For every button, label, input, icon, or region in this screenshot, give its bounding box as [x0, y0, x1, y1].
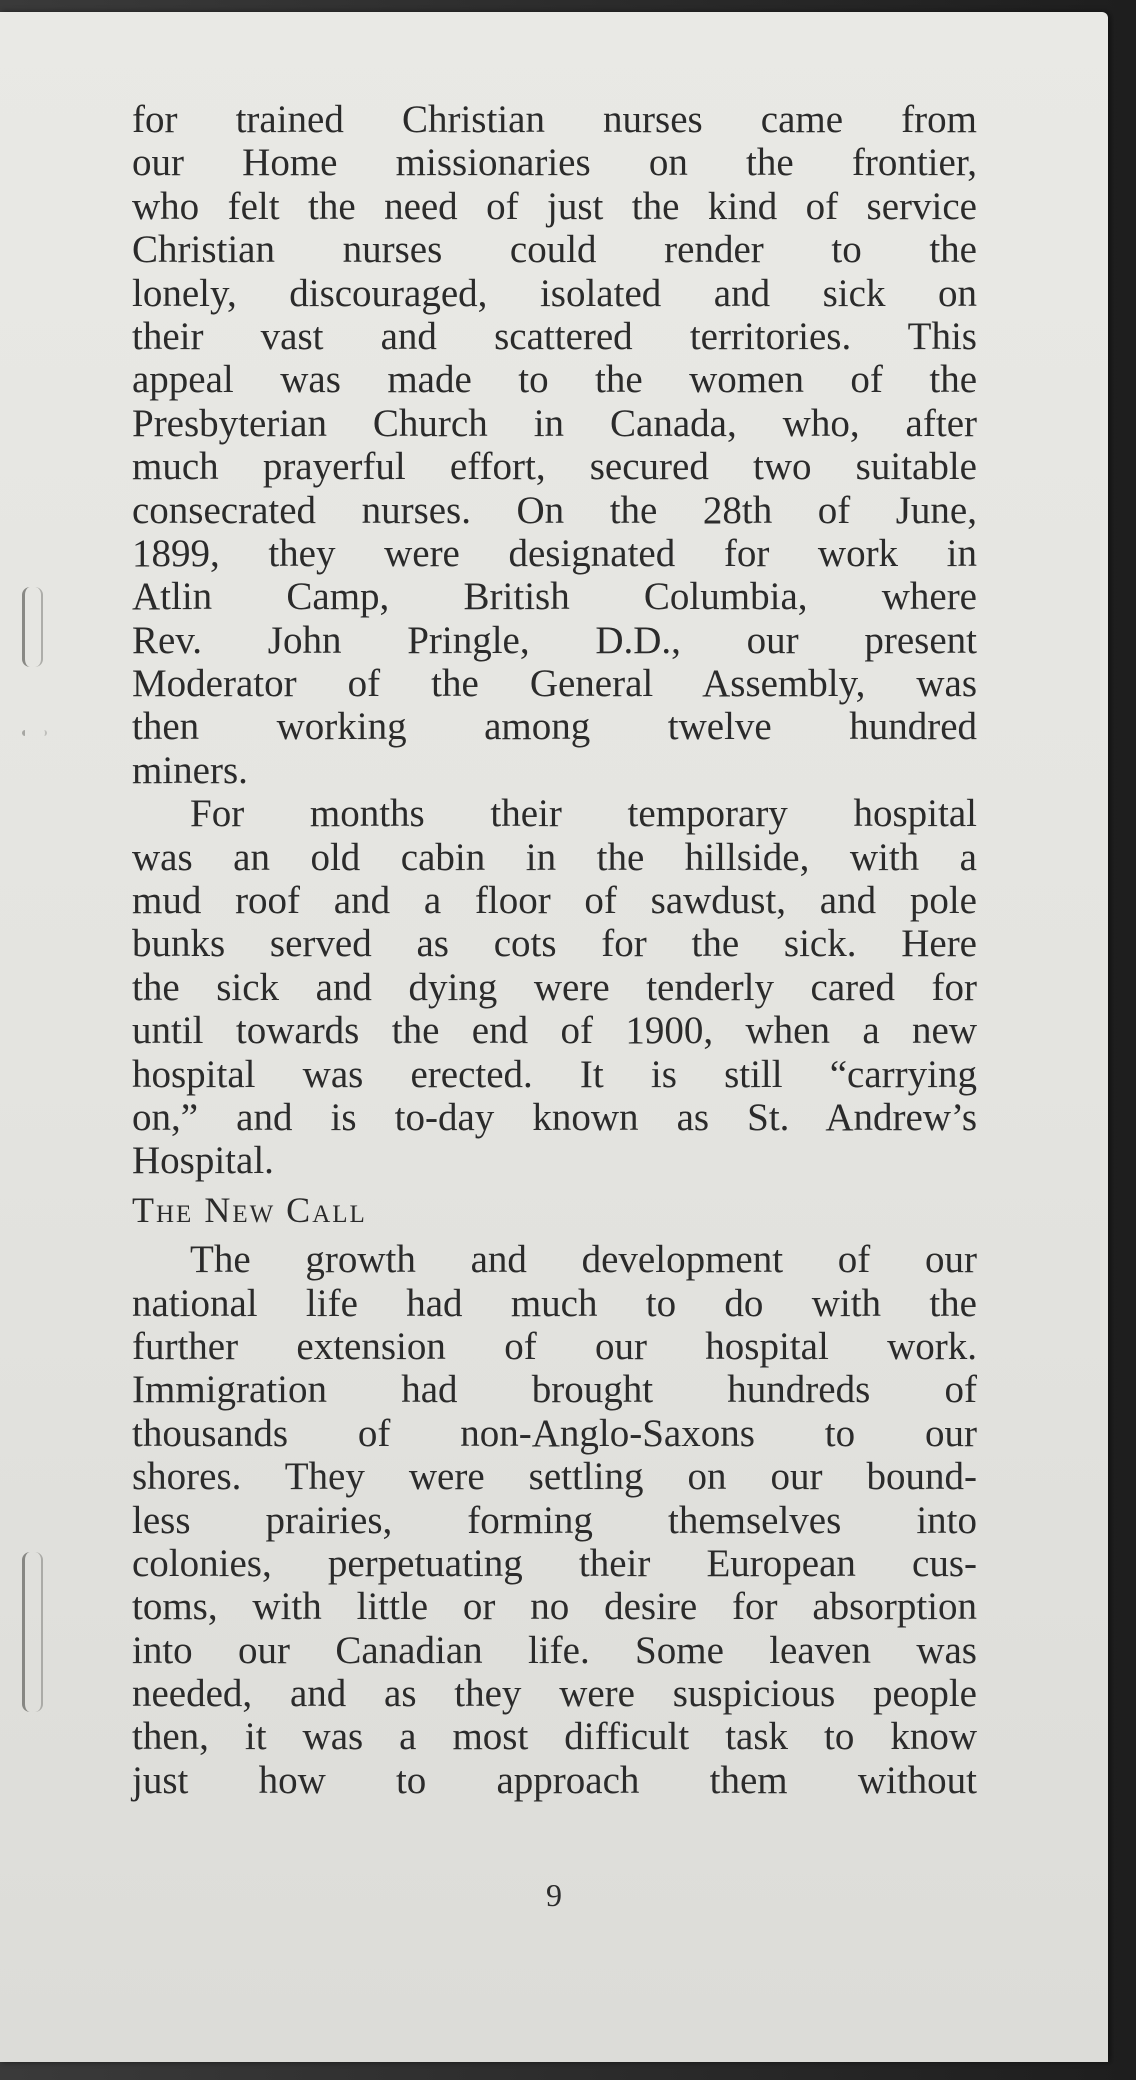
text-line: then, it was a most difficult task to know — [132, 1715, 977, 1759]
text-line: further extension of our hospital work. — [132, 1324, 977, 1368]
page-number: 9 — [546, 1877, 562, 1913]
text-line: For months their temporary hospital — [190, 792, 977, 836]
text-line: until towards the end of 1900, when a new — [132, 1009, 977, 1053]
text-line: just how to approach them without — [132, 1758, 977, 1802]
text-line: Atlin Camp, British Columbia, where — [132, 575, 977, 619]
binding-mark — [22, 730, 47, 736]
text-line: miners. — [132, 748, 248, 792]
section-heading: The New Call — [132, 1189, 367, 1230]
text-line: for trained Christian nurses came from — [132, 98, 977, 141]
text-line: Moderator of the General Assembly, was — [132, 662, 977, 706]
text-line: mud roof and a floor of sawdust, and pole — [132, 879, 977, 923]
text-line: national life had much to do with the — [132, 1281, 977, 1325]
text-line: on,” and is to-day known as St. Andrew’s — [132, 1095, 977, 1139]
text-line: into our Canadian life. Some leaven was — [132, 1628, 977, 1672]
text-line: less prairies, forming themselves into — [132, 1498, 977, 1542]
text-line: lonely, discouraged, isolated and sick on — [132, 271, 977, 315]
text-line: Christian nurses could render to the — [132, 228, 977, 272]
text-line: was an old cabin in the hillside, with a — [132, 835, 977, 879]
text-line: Immigration had brought hundreds of — [132, 1368, 977, 1412]
text-line: Presbyterian Church in Canada, who, after — [132, 401, 977, 445]
text-line: thousands of non-Anglo-Saxons to our — [132, 1411, 977, 1455]
binding-staple-top — [22, 587, 43, 667]
text-line: needed, and as they were suspicious people — [132, 1672, 977, 1716]
text-line: The growth and development of our — [190, 1238, 977, 1282]
page-text — [132, 98, 977, 1802]
text-line: then working among twelve hundred — [132, 705, 977, 749]
text-line: our Home missionaries on the frontier, — [132, 141, 977, 185]
paragraph-1 — [132, 98, 977, 792]
text-line: colonies, perpetuating their European cus- — [132, 1541, 977, 1585]
text-line: Hospital. — [132, 1139, 274, 1183]
paragraph-2 — [132, 792, 977, 1183]
text-line: toms, with little or no desire for absorption — [132, 1585, 977, 1629]
paragraph-3 — [132, 1238, 977, 1802]
text-line: Rev. John Pringle, D.D., our present — [132, 618, 977, 662]
text-line: appeal was made to the women of the — [132, 358, 977, 402]
text-line: shores. They were settling on our bound- — [132, 1455, 977, 1499]
text-line: consecrated nurses. On the 28th of June, — [132, 488, 977, 532]
text-line: who felt the need of just the kind of service — [132, 184, 977, 228]
binding-staple-bottom — [22, 1552, 43, 1712]
text-line: their vast and scattered territories. This — [132, 314, 977, 358]
text-line: 1899, they were designated for work in — [132, 531, 977, 575]
text-line: the sick and dying were tenderly cared for — [132, 965, 977, 1009]
text-line: hospital was erected. It is still “carrying — [132, 1052, 977, 1096]
text-line: much prayerful effort, secured two suitable — [132, 445, 977, 489]
text-line: bunks served as cots for the sick. Here — [132, 922, 977, 966]
